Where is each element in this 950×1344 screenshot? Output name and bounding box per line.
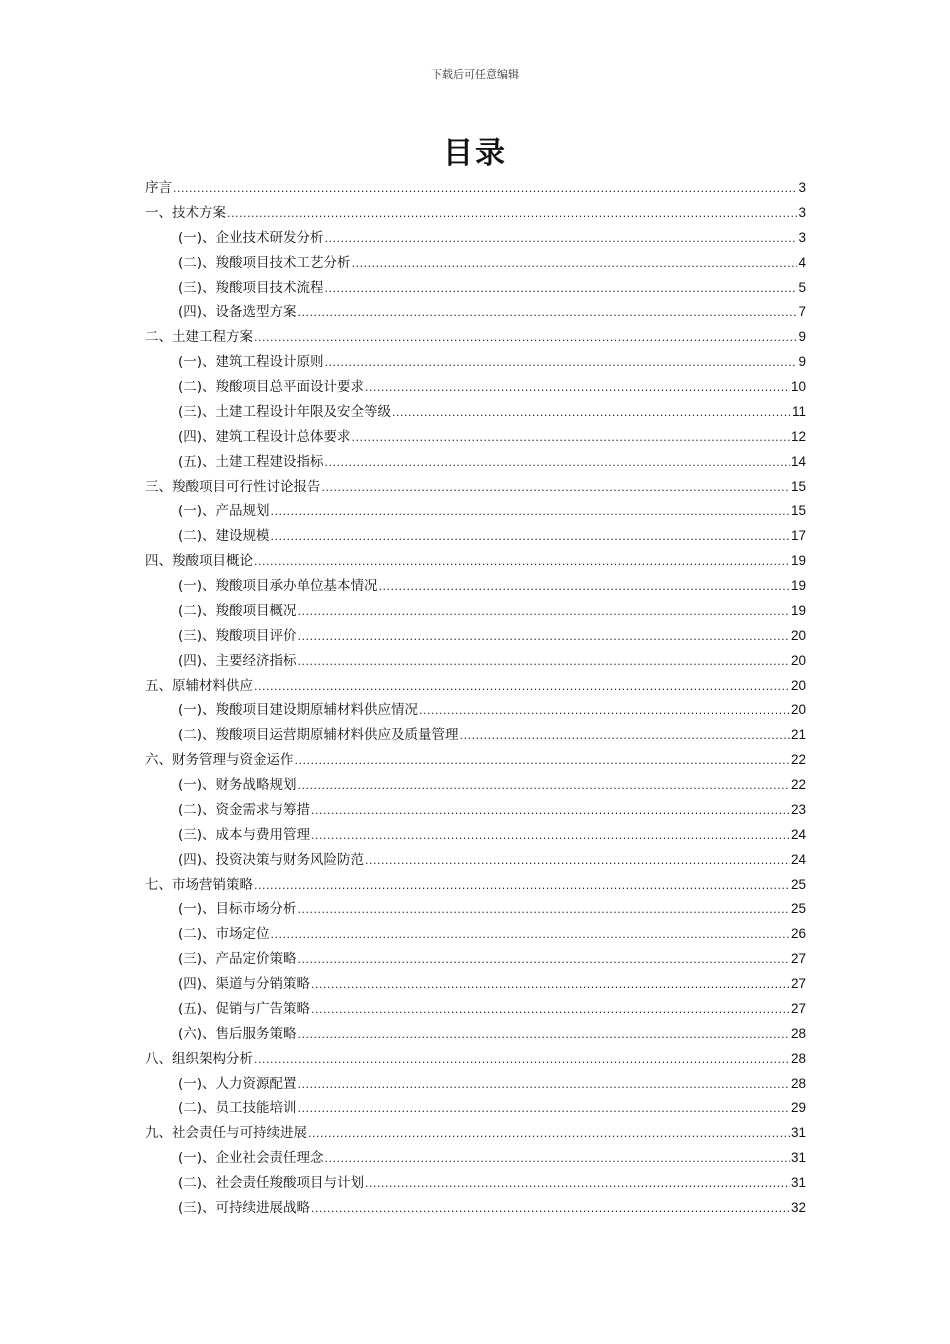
toc-entry-page: 27 (790, 951, 806, 967)
toc-entry-label: (一)、羧酸项目建设期原辅材料供应情况 (178, 702, 419, 719)
toc-entry-page: 9 (798, 329, 806, 345)
toc-dot-leader (271, 926, 790, 942)
toc-entry-label: 二、土建工程方案 (145, 329, 253, 346)
toc-entry-label: (二)、社会责任羧酸项目与计划 (178, 1175, 365, 1191)
toc-dot-leader (392, 404, 791, 420)
toc-entry-label: (五)、促销与广告策略 (178, 1000, 311, 1017)
toc-entry[interactable] (145, 773, 806, 798)
toc-entry-label: 四、羧酸项目概论 (145, 553, 253, 570)
table-of-contents (145, 176, 806, 1221)
toc-entry[interactable] (145, 1196, 806, 1221)
toc-entry-label: 八、组织架构分析 (145, 1050, 253, 1067)
toc-entry-label: (一)、财务战略规划 (178, 777, 297, 793)
toc-dot-leader (298, 628, 790, 644)
toc-entry[interactable] (145, 823, 806, 848)
toc-dot-leader (325, 454, 790, 470)
toc-entry-page: 11 (791, 403, 806, 419)
toc-entry-page: 19 (790, 553, 806, 569)
toc-entry-page: 24 (790, 851, 806, 867)
toc-entry-label: (二)、建设规模 (178, 528, 270, 545)
toc-entry[interactable] (145, 723, 806, 748)
toc-entry[interactable] (145, 798, 806, 823)
toc-entry[interactable] (145, 848, 806, 873)
toc-dot-leader (311, 802, 790, 818)
toc-entry-label: (四)、主要经济指标 (178, 652, 297, 669)
toc-dot-leader (298, 304, 798, 320)
toc-entry[interactable] (145, 549, 806, 574)
toc-entry-label: (一)、人力资源配置 (178, 1075, 297, 1092)
toc-entry[interactable] (145, 674, 806, 699)
toc-entry-label: (四)、设备选型方案 (178, 304, 297, 321)
toc-dot-leader (325, 230, 798, 246)
toc-entry-page: 21 (790, 727, 806, 743)
toc-entry[interactable] (145, 524, 806, 549)
toc-entry-page: 3 (798, 180, 806, 195)
toc-entry-label: (六)、售后服务策略 (178, 1025, 297, 1042)
toc-entry[interactable] (145, 1047, 806, 1072)
toc-dot-leader (298, 603, 790, 619)
toc-entry[interactable] (145, 897, 806, 922)
toc-entry-label: 六、财务管理与资金运作 (145, 752, 294, 769)
toc-entry[interactable] (145, 1121, 806, 1146)
toc-dot-leader (271, 528, 790, 544)
toc-entry-page: 19 (790, 602, 806, 618)
toc-entry-page: 12 (790, 428, 806, 444)
toc-dot-leader (254, 329, 797, 345)
toc-entry-page: 24 (790, 826, 806, 842)
toc-entry-label: (一)、企业社会责任理念 (178, 1150, 324, 1167)
toc-entry[interactable] (145, 748, 806, 773)
toc-entry-label: 序言 (145, 180, 172, 196)
toc-entry[interactable] (145, 624, 806, 649)
toc-entry-page: 23 (790, 801, 806, 817)
toc-entry-label: 三、羧酸项目可行性讨论报告 (145, 478, 321, 495)
toc-entry[interactable] (145, 1146, 806, 1171)
toc-dot-leader (298, 901, 790, 917)
toc-entry[interactable] (145, 1171, 806, 1196)
toc-entry-page: 26 (790, 926, 806, 942)
toc-entry[interactable] (145, 574, 806, 599)
toc-entry-label: (三)、产品定价策略 (178, 951, 297, 968)
toc-entry[interactable] (145, 300, 806, 325)
toc-entry-page: 3 (798, 204, 806, 220)
toc-entry[interactable] (145, 873, 806, 898)
toc-entry[interactable] (145, 1072, 806, 1097)
toc-dot-leader (322, 479, 790, 495)
toc-entry-page: 28 (790, 1050, 806, 1066)
toc-entry-page: 5 (798, 279, 806, 295)
toc-entry-page: 20 (790, 677, 806, 693)
toc-entry-page: 15 (790, 478, 806, 494)
toc-dot-leader (173, 180, 797, 196)
toc-entry-page: 29 (790, 1100, 806, 1116)
toc-entry-label: (二)、市场定位 (178, 926, 270, 943)
toc-dot-leader (298, 1026, 790, 1042)
toc-entry-page: 3 (798, 229, 806, 245)
toc-dot-leader (254, 1051, 790, 1067)
toc-entry[interactable] (145, 226, 806, 251)
toc-entry-label: 一、技术方案 (145, 204, 226, 221)
toc-dot-leader (311, 1200, 790, 1216)
toc-entry-label: (二)、羧酸项目总平面设计要求 (178, 379, 365, 395)
toc-entry-label: (五)、土建工程建设指标 (178, 453, 324, 470)
toc-dot-leader (379, 578, 790, 594)
toc-entry-page: 19 (790, 578, 806, 593)
toc-entry[interactable] (145, 375, 806, 400)
toc-entry[interactable] (145, 649, 806, 674)
toc-dot-leader (311, 827, 790, 843)
toc-dot-leader (460, 727, 790, 743)
toc-entry-page: 15 (790, 503, 806, 519)
toc-entry[interactable] (145, 176, 806, 201)
toc-dot-leader (254, 553, 790, 569)
toc-dot-leader (419, 702, 790, 718)
toc-entry-page: 32 (790, 1199, 806, 1215)
toc-dot-leader (365, 1175, 790, 1191)
toc-entry-page: 22 (790, 752, 806, 768)
toc-entry-label: (二)、员工技能培训 (178, 1100, 297, 1117)
page-title: 目录 (443, 136, 507, 171)
toc-dot-leader (254, 678, 790, 694)
toc-entry-page: 22 (790, 777, 806, 792)
toc-dot-leader (365, 852, 790, 868)
toc-entry[interactable] (145, 425, 806, 450)
toc-dot-leader (295, 752, 790, 768)
toc-entry[interactable] (145, 450, 806, 475)
toc-entry[interactable] (145, 475, 806, 500)
toc-entry[interactable] (145, 599, 806, 624)
toc-entry-page: 9 (798, 354, 806, 370)
toc-entry[interactable] (145, 499, 806, 524)
toc-entry-label: (二)、资金需求与筹措 (178, 801, 311, 818)
toc-entry-label: (二)、羧酸项目概况 (178, 602, 297, 619)
toc-entry[interactable] (145, 276, 806, 301)
toc-entry-label: (一)、羧酸项目承办单位基本情况 (178, 578, 378, 594)
toc-entry-label: (四)、投资决策与财务风险防范 (178, 851, 365, 868)
toc-entry-label: 九、社会责任与可持续进展 (145, 1125, 307, 1142)
toc-entry[interactable] (145, 922, 806, 947)
toc-dot-leader (271, 503, 790, 519)
toc-entry-page: 20 (790, 702, 806, 718)
toc-entry-page: 25 (790, 876, 806, 892)
toc-dot-leader (325, 1150, 790, 1166)
toc-entry-page: 25 (790, 901, 806, 917)
toc-entry-page: 31 (790, 1150, 806, 1166)
toc-entry[interactable] (145, 1022, 806, 1047)
toc-entry[interactable] (145, 972, 806, 997)
toc-dot-leader (365, 379, 790, 395)
toc-entry-label: (三)、羧酸项目评价 (178, 627, 297, 644)
page-header: 下载后可任意编辑 (431, 68, 519, 81)
toc-entry-label: 七、市场营销策略 (145, 876, 253, 893)
toc-entry-page: 27 (790, 976, 806, 991)
toc-entry-page: 4 (798, 254, 806, 270)
toc-entry-label: (二)、羧酸项目运营期原辅材料供应及质量管理 (178, 727, 459, 744)
toc-entry-label: (一)、目标市场分析 (178, 901, 297, 918)
toc-entry[interactable] (145, 251, 806, 276)
toc-entry[interactable] (145, 325, 806, 350)
toc-entry-page: 28 (790, 1025, 806, 1041)
toc-dot-leader (311, 976, 790, 992)
toc-entry-label: (一)、产品规划 (178, 503, 270, 520)
toc-entry-page: 7 (798, 304, 806, 320)
toc-entry-page: 31 (790, 1125, 806, 1141)
toc-entry-label: (三)、土建工程设计年限及安全等级 (178, 403, 392, 420)
toc-entry-label: (四)、渠道与分销策略 (178, 976, 311, 992)
toc-entry[interactable] (145, 350, 806, 375)
toc-dot-leader (311, 1001, 790, 1017)
toc-entry[interactable] (145, 1096, 806, 1121)
toc-entry-page: 10 (790, 379, 806, 394)
toc-dot-leader (325, 280, 798, 296)
toc-entry[interactable] (145, 997, 806, 1022)
toc-dot-leader (352, 429, 790, 445)
toc-entry-label: (三)、羧酸项目技术流程 (178, 279, 324, 296)
toc-entry[interactable] (145, 400, 806, 425)
toc-entry[interactable] (145, 947, 806, 972)
toc-entry-label: (二)、羧酸项目技术工艺分析 (178, 254, 351, 271)
toc-entry-label: (三)、可持续进展战略 (178, 1199, 311, 1216)
toc-dot-leader (298, 653, 790, 669)
toc-entry-page: 28 (790, 1075, 806, 1091)
toc-entry-label: (一)、企业技术研发分析 (178, 229, 324, 246)
toc-dot-leader (308, 1125, 790, 1141)
toc-entry[interactable] (145, 698, 806, 723)
toc-entry-page: 17 (790, 528, 806, 544)
toc-dot-leader (298, 951, 790, 967)
toc-dot-leader (227, 205, 797, 221)
toc-entry[interactable] (145, 201, 806, 226)
toc-entry-label: (四)、建筑工程设计总体要求 (178, 428, 351, 445)
toc-dot-leader (298, 1076, 790, 1092)
toc-entry-page: 20 (790, 627, 806, 643)
toc-entry-page: 31 (790, 1175, 806, 1190)
toc-dot-leader (298, 777, 790, 793)
toc-entry-label: 五、原辅材料供应 (145, 677, 253, 694)
toc-dot-leader (352, 255, 798, 271)
toc-dot-leader (254, 877, 790, 893)
toc-entry-page: 14 (790, 453, 806, 469)
toc-entry-label: (一)、建筑工程设计原则 (178, 354, 324, 371)
toc-dot-leader (325, 354, 798, 370)
toc-entry-label: (三)、成本与费用管理 (178, 826, 311, 843)
toc-entry-page: 27 (790, 1000, 806, 1016)
toc-dot-leader (298, 1100, 790, 1116)
toc-entry-page: 20 (790, 652, 806, 668)
